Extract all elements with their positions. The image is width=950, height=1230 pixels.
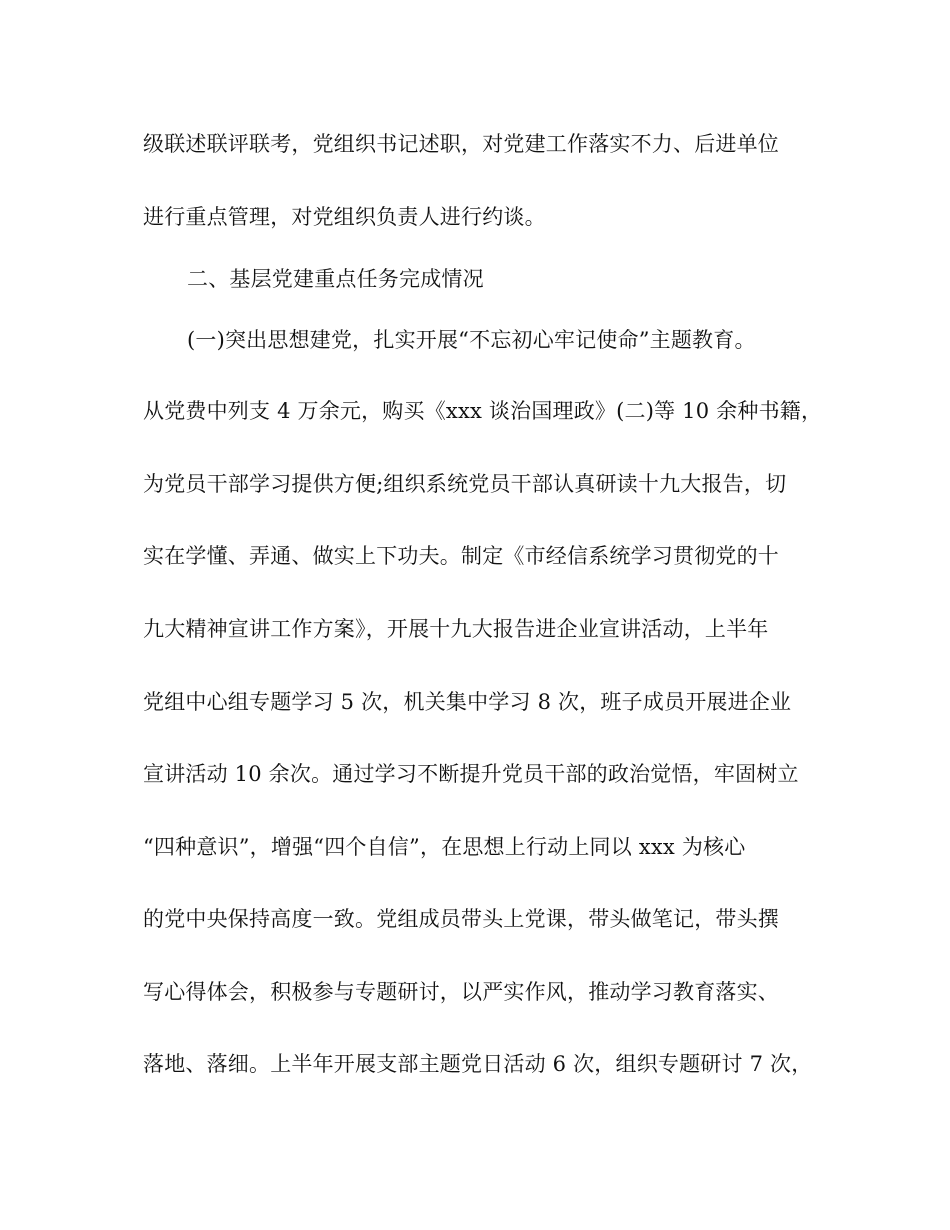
paragraph-line: 九大精神宣讲工作方案》，开展十九大报告进企业宣讲活动，上半年 xyxy=(143,617,769,641)
paragraph-line: 为党员干部学习提供方便;组织系统党员干部认真研读十九大报告，切 xyxy=(143,472,787,496)
section-heading: 二、基层党建重点任务完成情况 xyxy=(187,267,484,291)
paragraph-line: 的党中央保持高度一致。党组成员带头上党课，带头做笔记，带头撰 xyxy=(143,907,779,931)
subsection-heading: (一)突出思想建党，扎实开展“不忘初心牢记使命”主题教育。 xyxy=(187,328,756,352)
paragraph-line: 实在学懂、弄通、做实上下功夫。制定《市经信系统学习贯彻党的十 xyxy=(143,544,779,568)
paragraph-line: “四种意识”，增强“四个自信”，在思想上行动上同以 xxx 为核心 xyxy=(143,835,746,859)
paragraph-line: 进行重点管理，对党组织负责人进行约谈。 xyxy=(143,205,546,229)
paragraph-line: 党组中心组专题学习 5 次，机关集中学习 8 次，班子成员开展进企业 xyxy=(143,690,792,714)
paragraph-line: 从党费中列支 4 万余元，购买《xxx 谈治国理政》(二)等 10 余种书籍， xyxy=(143,399,823,423)
paragraph-line: 宣讲活动 10 余次。通过学习不断提升党员干部的政治觉悟，牢固树立 xyxy=(143,762,799,786)
paragraph-line: 写心得体会，积极参与专题研讨，以严实作风，推动学习教育落实、 xyxy=(143,980,779,1004)
paragraph-line: 落地、落细。上半年开展支部主题党日活动 6 次，组织专题研讨 7 次， xyxy=(143,1052,813,1076)
paragraph-line: 级联述联评联考，党组织书记述职，对党建工作落实不力、后进单位 xyxy=(143,132,779,156)
